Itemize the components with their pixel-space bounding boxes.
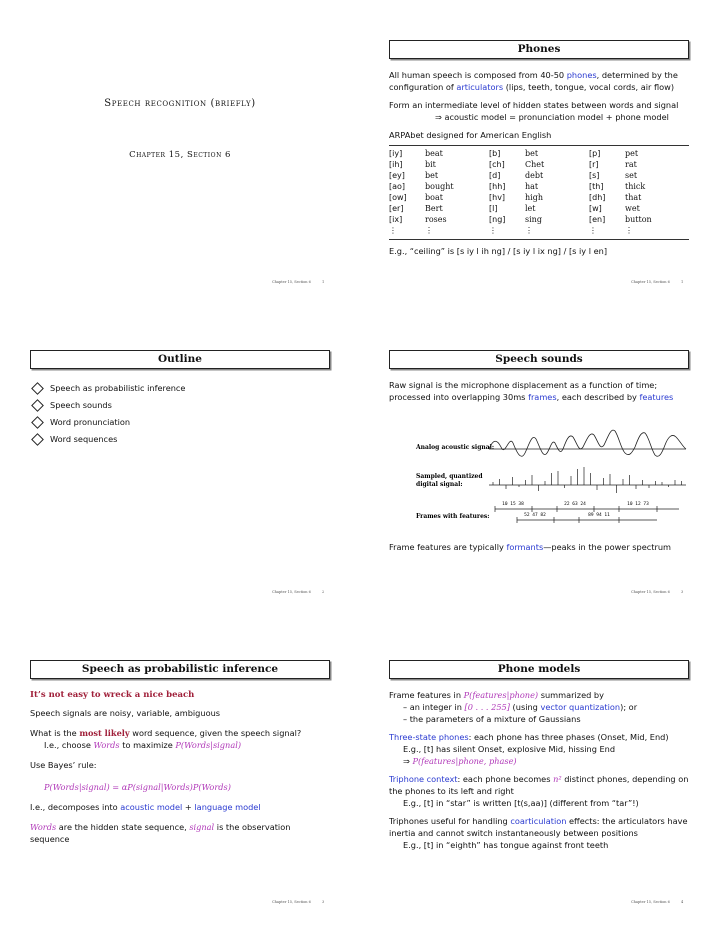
paragraph: Three-state phones: each phone has three phases (Onset, Mid, End) bbox=[389, 732, 669, 742]
frame-feature-label: 22 63 24 bbox=[564, 502, 586, 507]
phone-example: Chet bbox=[525, 160, 545, 169]
slide-title-box: Outline bbox=[30, 350, 330, 369]
phone-example: let bbox=[525, 204, 536, 213]
paragraph: the phones to its left and right bbox=[389, 786, 514, 796]
paragraph: Frame features in P(features|phone) summarized by bbox=[389, 690, 604, 700]
phone-symbol: ⋮ bbox=[389, 226, 397, 235]
paragraph: E.g., [t] in “eighth” has tongue against front teeth bbox=[403, 840, 609, 850]
phone-symbol: [hv] bbox=[489, 193, 506, 202]
phone-example: hat bbox=[525, 182, 539, 191]
paragraph: What is the most likely word sequence, given the speech signal? bbox=[30, 728, 302, 738]
phone-example: debt bbox=[525, 171, 544, 180]
paragraph: – an integer in [0 . . . 255] (using vector quantization); or bbox=[403, 702, 638, 712]
arpabet-row bbox=[389, 159, 689, 170]
analog-label: Analog acoustic signal: bbox=[416, 444, 495, 451]
diamond-bullet-icon bbox=[31, 399, 44, 412]
paragraph: All human speech is composed from 40-50 phones, determined by the bbox=[389, 70, 678, 80]
phone-symbol: [ch] bbox=[489, 160, 505, 169]
paragraph: E.g., [t] has silent Onset, explosive Mid, hissing End bbox=[403, 744, 616, 754]
arpabet-row bbox=[389, 214, 689, 225]
outline-item: Speech as probabilistic inference bbox=[30, 383, 330, 393]
phone-symbol: [l] bbox=[489, 204, 498, 213]
phone-example: thick bbox=[625, 182, 646, 191]
diamond-bullet-icon bbox=[31, 433, 44, 446]
phone-example: button bbox=[625, 215, 652, 224]
frames-label: Frames with features: bbox=[416, 513, 490, 520]
phone-example: bit bbox=[425, 160, 436, 169]
outline-item: Word pronunciation bbox=[30, 417, 330, 427]
arpabet-row bbox=[389, 148, 689, 159]
sampled-label-1: Sampled, quantized bbox=[416, 473, 483, 480]
phone-example: bet bbox=[425, 171, 439, 180]
paragraph: processed into overlapping 30ms frames, each described by features bbox=[389, 392, 674, 402]
paragraph: Triphones useful for handling coarticulation effects: the articulators have bbox=[389, 816, 688, 826]
paragraph: Speech signals are noisy, variable, ambiguous bbox=[30, 708, 221, 718]
phone-symbol: [th] bbox=[589, 182, 604, 191]
phone-symbol: [ih] bbox=[389, 160, 403, 169]
slide-phones: Phones All human speech is composed from 40-50 phones, determined by the configuration of articulators (lips, teeth, tongue, vocal cords, air flow) Form an intermediate level of hidden states between words and signal ⇒ acoustic model = pronunciation model + phone model ARPAbet designed for American English [iy] beat [b] bet [p] pet [ih] bit [ch] Chet [r] rat [ey] bet [d] debt [s] set [ao] bought [hh] hat [th] thick [ow] boat [hv] high [dh] that [er] Bert [l] let [w] wet [ix] roses [ng] sing [en] button ⋮ ⋮ ⋮ ⋮ ⋮ ⋮ E.g., “ceiling” is [s iy l ih ng] / [s iy l ix ng] / [s iy l en] Chapter 15, Section 6 1 bbox=[389, 40, 689, 257]
phone-symbol: [hh] bbox=[489, 182, 506, 191]
arpabet-row bbox=[389, 203, 689, 214]
slide-phone-models: Phone models Frame features in P(features|phone) summarized by – an integer in [0 . . . 255] (using vector quantization); or – the parameters of a mixture of Gaussians Three-state phones: each phone has three phases (Onset, Mid, End) E.g., [t] has silent Onset, explosive Mid, hissing End ⇒ P(features|phone, phase) Triphone context: each phone becomes n² distinct phones, depending on the phones to its left and right E.g., [t] in “star” is written [t(s,aa)] (different from “tar”!) Triphones useful for handling coarticulation effects: the articulators have inertia and cannot switch instantaneously between positions E.g., [t] in “eighth” has tongue against front teeth Chapter 15, Section 6 4 bbox=[389, 660, 689, 851]
slide-speech-sounds: Speech sounds Raw signal is the microphone displacement as a function of time; processed into overlapping 30ms frames, each described by features Analog acoustic signal: Sampled, quantized digital signal: Frames with features: 10 15 38 22 63 24 10 12 73 52 47 82 89 94 11 Frame features are typically formants—peaks in the power spectrum Chapter 15, Section 6 3 bbox=[389, 350, 689, 553]
paragraph: ARPAbet designed for American English bbox=[389, 130, 552, 140]
phone-example: bought bbox=[425, 182, 454, 191]
analog-waveform bbox=[489, 430, 686, 456]
arpabet-row bbox=[389, 225, 689, 236]
sampled-label-2: digital signal: bbox=[416, 481, 463, 488]
phone-symbol: [ix] bbox=[389, 215, 403, 224]
paragraph: Use Bayes’ rule: bbox=[30, 760, 97, 770]
signal-diagram bbox=[389, 409, 689, 529]
frame-feature-label: 10 12 73 bbox=[627, 502, 649, 507]
phone-example: boat bbox=[425, 193, 443, 202]
phone-symbol: ⋮ bbox=[589, 226, 597, 235]
outline-item: Speech sounds bbox=[30, 400, 330, 410]
phone-symbol: [ng] bbox=[489, 215, 506, 224]
phone-example: rat bbox=[625, 160, 637, 169]
phone-example: set bbox=[625, 171, 638, 180]
slide-heading: It’s not easy to wreck a nice beach bbox=[30, 690, 195, 700]
diamond-bullet-icon bbox=[31, 382, 44, 395]
arpabet-table bbox=[389, 145, 689, 240]
phone-symbol: [dh] bbox=[589, 193, 606, 202]
frame-feature-label: 89 94 11 bbox=[588, 513, 610, 518]
paragraph: Raw signal is the microphone displacement as a function of time; bbox=[389, 380, 658, 390]
phone-example: ⋮ bbox=[625, 226, 633, 235]
slide-probabilistic-inference: Speech as probabilistic inference It’s not easy to wreck a nice beach Speech signals are noisy, variable, ambiguous What is the most likely word sequence, given the speech signal? I.e., choose Words to maximize P(Words|signal) Use Bayes’ rule: P(Words|signal) = αP(signal|Words)P(Words) I.e., decomposes into acoustic model + language model Words are the hidden state sequence, signal is the observation sequence Chapter 15, Section 6 3 bbox=[30, 660, 330, 845]
arpabet-row bbox=[389, 170, 689, 181]
slide-outline: Outline Speech as probabilistic inference Speech sounds Word pronunciation Word sequences Chapter 15, Section 6 2 bbox=[30, 350, 330, 451]
phone-example: wet bbox=[625, 204, 640, 213]
phone-symbol: [b] bbox=[489, 149, 501, 158]
phone-symbol: [ow] bbox=[389, 193, 407, 202]
paragraph: Triphone context: each phone becomes n² distinct phones, depending on bbox=[389, 774, 689, 784]
phone-example: pet bbox=[625, 149, 639, 158]
phone-example: ⋮ bbox=[525, 226, 533, 235]
phone-symbol: [s] bbox=[589, 171, 600, 180]
arpabet-row bbox=[389, 181, 689, 192]
phone-symbol: [en] bbox=[589, 215, 606, 224]
phone-symbol: [w] bbox=[589, 204, 602, 213]
phone-example: sing bbox=[525, 215, 542, 224]
paragraph: Words are the hidden state sequence, signal is the observation sequence bbox=[30, 822, 291, 844]
paragraph: E.g., [t] in “star” is written [t(s,aa)] (different from “tar”!) bbox=[403, 798, 639, 808]
paragraph: Form an intermediate level of hidden states between words and signal bbox=[389, 100, 679, 110]
phone-example: high bbox=[525, 193, 543, 202]
phone-example: beat bbox=[425, 149, 443, 158]
frame-feature-label: 10 15 38 bbox=[502, 502, 524, 507]
phone-symbol: [er] bbox=[389, 204, 404, 213]
phone-example: that bbox=[625, 193, 642, 202]
phone-symbol: [p] bbox=[589, 149, 601, 158]
phone-symbol: ⋮ bbox=[489, 226, 497, 235]
slide-title-box: Speech sounds bbox=[389, 350, 689, 369]
paragraph: – the parameters of a mixture of Gaussians bbox=[403, 714, 581, 724]
paragraph: I.e., choose Words to maximize P(Words|signal) bbox=[44, 740, 242, 750]
phone-symbol: [iy] bbox=[389, 149, 403, 158]
frame-feature-label: 52 47 82 bbox=[524, 513, 546, 518]
phone-example: ⋮ bbox=[425, 226, 433, 235]
paragraph: ⇒ P(features|phone, phase) bbox=[403, 756, 517, 766]
phone-symbol: [r] bbox=[589, 160, 599, 169]
diamond-bullet-icon bbox=[31, 416, 44, 429]
phone-example: roses bbox=[425, 215, 447, 224]
sample-stems bbox=[493, 467, 682, 493]
bayes-formula: P(Words|signal) = αP(signal|Words)P(Words) bbox=[44, 782, 231, 792]
presentation-subtitle: Chapter 15, Section 6 bbox=[129, 150, 231, 160]
arpabet-row bbox=[389, 192, 689, 203]
phone-example: bet bbox=[525, 149, 539, 158]
phone-symbol: [ao] bbox=[389, 182, 406, 191]
presentation-title: Speech recognition (briefly) bbox=[104, 98, 256, 109]
paragraph: ⇒ acoustic model = pronunciation model + phone model bbox=[435, 112, 669, 122]
paragraph: inertia and cannot switch instantaneously between positions bbox=[389, 828, 638, 838]
phone-symbol: [ey] bbox=[389, 171, 405, 180]
paragraph: configuration of articulators (lips, teeth, tongue, vocal cords, air flow) bbox=[389, 82, 675, 92]
ceiling-example: E.g., “ceiling” is [s iy l ih ng] / [s iy l ix ng] / [s iy l en] bbox=[389, 246, 608, 256]
slide-title-box: Phones bbox=[389, 40, 689, 59]
paragraph: I.e., decomposes into acoustic model + language model bbox=[30, 802, 261, 812]
phone-symbol: [d] bbox=[489, 171, 501, 180]
slide-title-box: Speech as probabilistic inference bbox=[30, 660, 330, 679]
outline-item: Word sequences bbox=[30, 434, 330, 444]
paragraph: Frame features are typically formants—peaks in the power spectrum bbox=[389, 542, 672, 552]
phone-example: Bert bbox=[425, 204, 443, 213]
slide-title-box: Phone models bbox=[389, 660, 689, 679]
